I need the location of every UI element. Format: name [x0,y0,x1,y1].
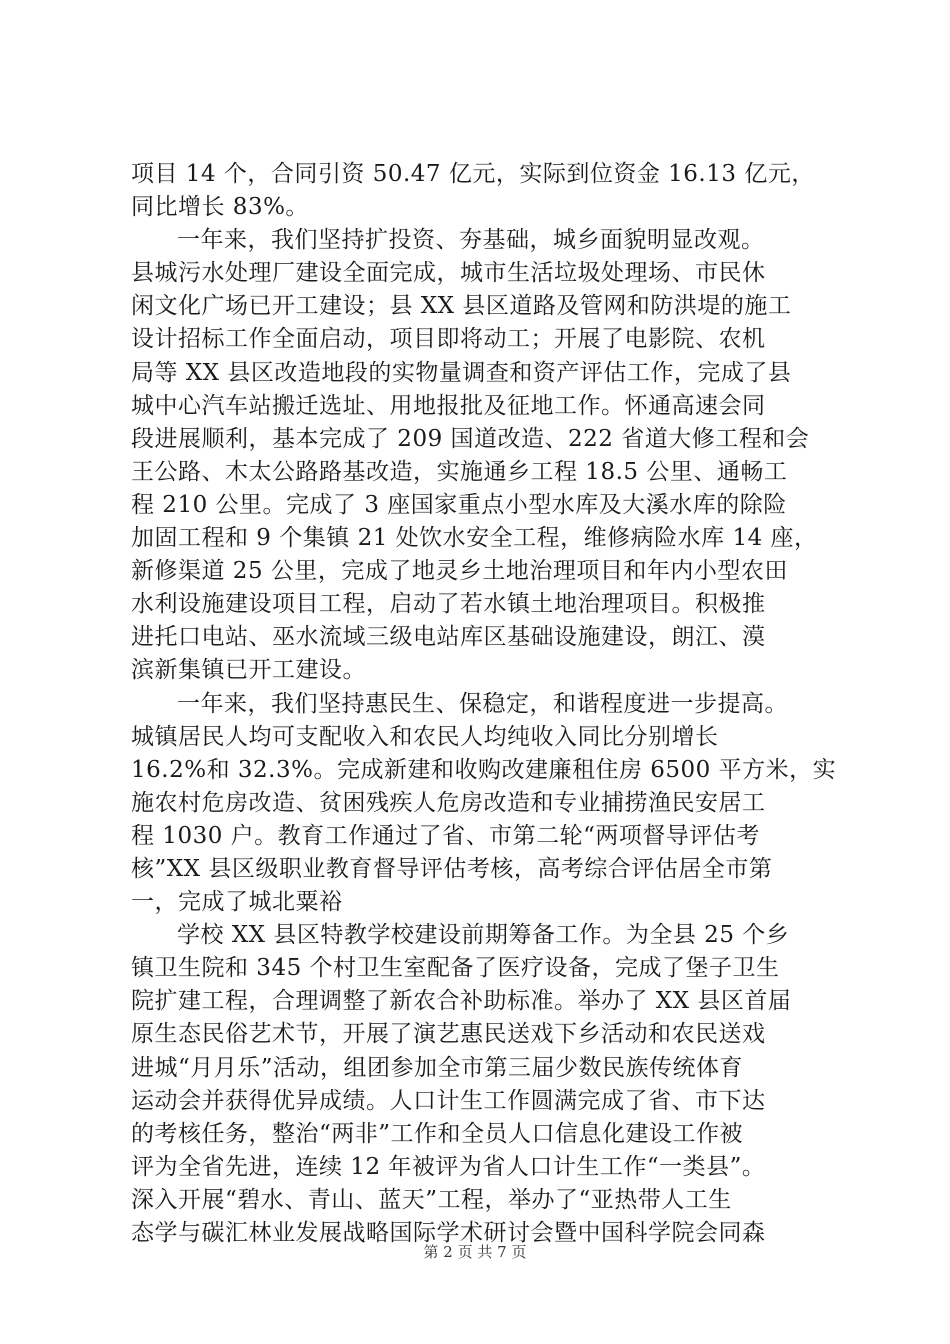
text-line: 县城污水处理厂建设全面完成，城市生活垃圾处理场、市民休 [131,260,766,287]
text-line: 城镇居民人均可支配收入和农民人均纯收入同比分别增长 [131,723,719,750]
text-line: 进城“月月乐”活动，组团参加全市第三届少数民族传统体育 [131,1054,744,1081]
text-line: 滨新集镇已开工建设。 [131,657,366,684]
text-line: 16.2%和 32.3%。完成新建和收购改建廉租住房 6500 平方米，实 [131,756,837,783]
text-line: 局等 XX 县区改造地段的实物量调查和资产评估工作，完成了县 [131,359,792,386]
text-line: 的考核任务，整治“两非”工作和全员人口信息化建设工作被 [131,1120,744,1147]
text-line: 程 210 公里。完成了 3 座国家重点小型水库及大溪水库的除险 [131,491,787,518]
page-number-footer: 第 2 页 共 7 页 [423,1243,527,1261]
text-line: 院扩建工程，合理调整了新农合补助标准。举办了 XX 县区首届 [131,988,792,1015]
text-line: 同比增长 83%。 [131,194,309,221]
text-line: 项目 14 个，合同引资 50.47 亿元，实际到位资金 16.13 亿元， [131,161,815,187]
text-line: 一，完成了城北粟裕 [131,889,343,916]
text-line: 评为全省先进，连续 12 年被评为省人口计生工作“一类县”。 [131,1153,766,1180]
text-line: 闲文化广场已开工建设；县 XX 县区道路及管网和防洪堤的施工 [131,293,792,320]
text-line: 段进展顺利，基本完成了 209 国道改造、222 省道大修工程和会 [131,425,810,452]
text-line: 镇卫生院和 345 个村卫生室配备了医疗设备，完成了堡子卫生 [131,955,780,982]
text-line: 加固工程和 9 个集镇 21 处饮水安全工程，维修病险水库 14 座， [131,525,818,552]
text-line: 城中心汽车站搬迁选址、用地报批及征地工作。怀通高速会同 [131,392,766,419]
text-line: 新修渠道 25 公里，完成了地灵乡土地治理项目和年内小型农田 [131,558,788,585]
text-line: 原生态民俗艺术节，开展了演艺惠民送戏下乡活动和农民送戏 [131,1021,766,1048]
paragraph-first-line: 一年来，我们坚持扩投资、夯基础，城乡面貌明显改观。 [177,227,765,254]
text-line: 态学与碳汇林业发展战略国际学术研讨会暨中国科学院会同森 [131,1220,766,1246]
text-line: 王公路、木太公路路基改造，实施通乡工程 18.5 公里、通畅工 [131,458,788,485]
text-line: 水利设施建设项目工程，启动了若水镇土地治理项目。积极推 [131,591,766,618]
text-line: 程 1030 户。教育工作通过了省、市第二轮“两项督导评估考 [131,822,760,849]
text-line: 深入开展“碧水、青山、蓝天”工程，举办了“亚热带人工生 [131,1186,732,1213]
paragraph-first-line: 一年来，我们坚持惠民生、保稳定，和谐程度进一步提高。 [177,690,788,717]
text-line: 运动会并获得优异成绩。人口计生工作圆满完成了省、市下达 [131,1087,766,1114]
paragraph-first-line: 学校 XX 县区特教学校建设前期筹备工作。为全县 25 个乡 [177,922,790,949]
text-line: 核”XX 县区级职业教育督导评估考核，高考综合评估居全市第 [131,855,773,882]
text-line: 设计招标工作全面启动，项目即将动工；开展了电影院、农机 [131,326,766,353]
body-text [131,158,851,1250]
text-line: 施农村危房改造、贫困残疾人危房改造和专业捕捞渔民安居工 [131,789,766,816]
text-line: 进托口电站、巫水流域三级电站库区基础设施建设，朗江、漠 [131,624,766,651]
